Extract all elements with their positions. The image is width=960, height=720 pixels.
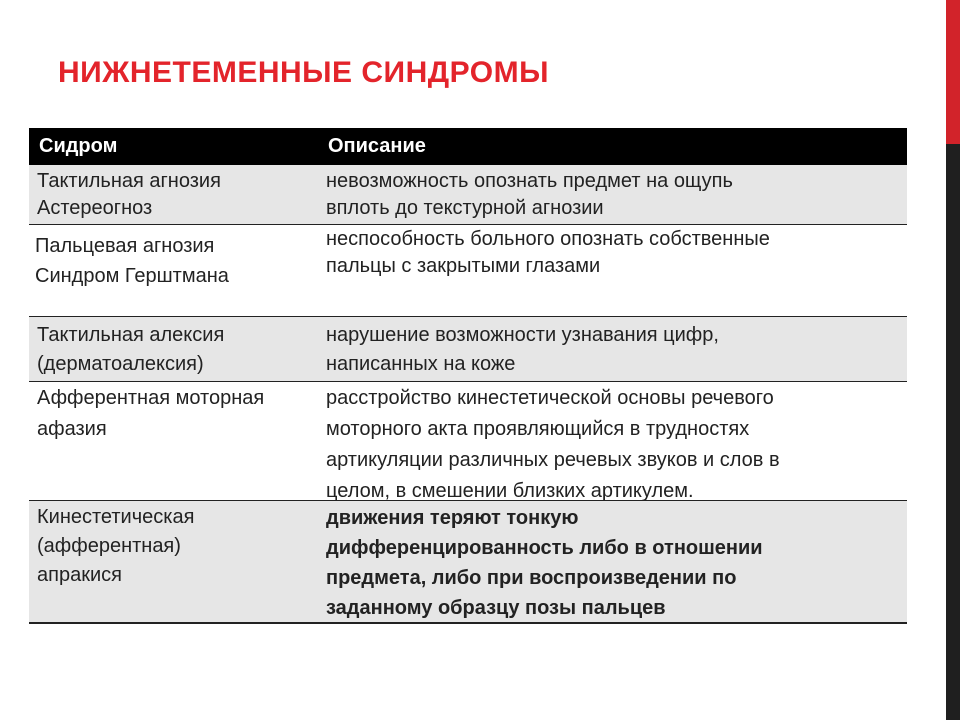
description-cell [318,165,907,224]
description-line: моторного акта проявляющийся в трудностях [326,418,750,440]
description-line: невозможность опознать предмет на ощупь [326,170,733,192]
description-line: заданному образцу позы пальцев [326,597,666,619]
syndrome-cell [29,225,318,316]
syndrome-cell [29,317,318,381]
description-line: предмета, либо при воспроизведении по [326,567,737,589]
table-row [29,225,907,317]
table-row [29,501,907,624]
description-line: вплоть до текстурной агнозии [326,197,604,219]
syndrome-line: Астереогноз [37,197,153,219]
description-line: неспособность больного опознать собственные [326,228,770,250]
syndrome-line: Афферентная моторная [37,387,265,409]
table-row [29,382,907,501]
description-cell [318,317,907,381]
description-line: целом, в смешении близких артикулем. [326,480,694,502]
syndrome-line: апракися [37,564,122,586]
description-cell [318,501,907,622]
description-line: движения теряют тонкую [326,507,579,529]
syndrome-cell [29,165,318,224]
syndrome-line: Кинестетическая [37,506,195,528]
slide-title: НИЖНЕТЕМЕННЫЕ СИНДРОМЫ [58,56,549,89]
syndrome-line: Синдром Герштмана [35,265,229,287]
syndrome-line: (афферентная) [37,535,181,557]
description-line: дифференцированность либо в отношении [326,537,763,559]
description-line: расстройство кинестетической основы речевого [326,387,774,409]
syndromes-table [29,128,907,624]
syndrome-line: Пальцевая агнозия [35,235,215,257]
description-cell [318,225,907,316]
description-line: написанных на коже [326,353,516,375]
header-description: Описание [328,135,426,157]
syndrome-line: (дерматоалексия) [37,353,204,375]
description-cell [318,382,907,500]
description-line: нарушение возможности узнавания цифр, [326,324,719,346]
table-row [29,317,907,382]
description-line: пальцы с закрытыми глазами [326,255,601,277]
description-line: артикуляции различных речевых звуков и слов в [326,449,780,471]
syndrome-line: Тактильная алексия [37,324,225,346]
syndrome-cell [29,382,318,500]
syndrome-line: афазия [37,418,107,440]
syndrome-cell [29,501,318,622]
table-row [29,165,907,225]
header-syndrome: Сидром [39,135,118,157]
table-header-row [29,128,907,165]
slide-edge-accent [946,0,960,144]
syndrome-line: Тактильная агнозия [37,170,221,192]
